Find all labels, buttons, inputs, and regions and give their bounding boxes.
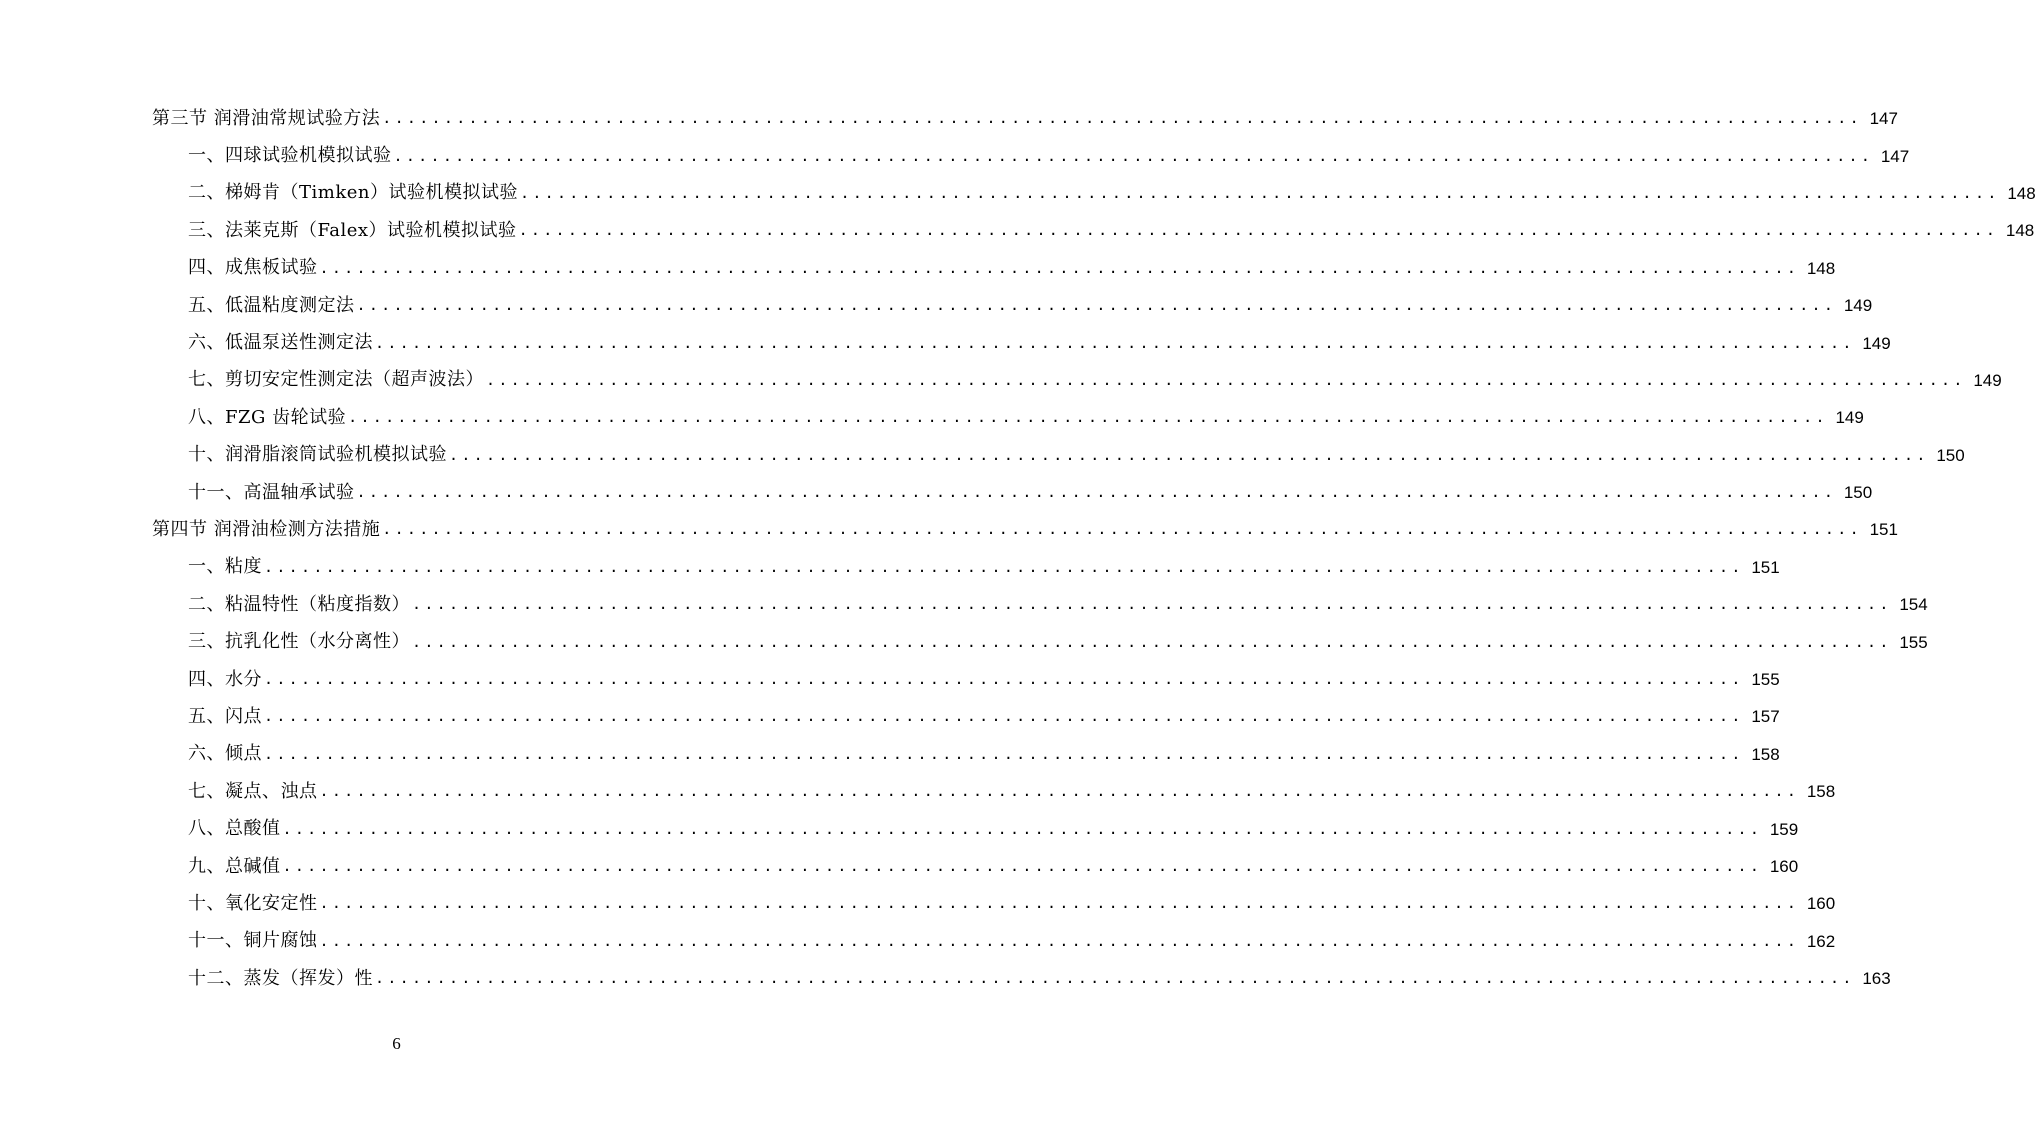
dot-leader: ........................................................................................................................ xyxy=(348,408,1828,427)
toc-entry-title: 三、抗乳化性（水分离性） xyxy=(188,631,410,653)
dot-leader: ........................................................................................................................ xyxy=(375,969,1855,988)
dot-leader: ........................................................................................................................ xyxy=(449,445,1929,464)
toc-entry-title: 九、总碱值 xyxy=(188,855,281,877)
toc-entry-page: 150 xyxy=(1843,483,1873,503)
toc-entry[interactable] xyxy=(152,287,1873,324)
toc-entry-title: 十二、蒸发（挥发）性 xyxy=(188,967,373,989)
toc-entry-page: 149 xyxy=(1862,333,1891,353)
dot-leader: ........................................................................................................................ xyxy=(264,557,1744,576)
toc-entry-title: 六、倾点 xyxy=(188,743,262,765)
toc-entry-title: 四、成焦板试验 xyxy=(188,257,318,279)
toc-entry-title: 七、剪切安定性测定法（超声波法） xyxy=(188,369,484,391)
dot-leader: ........................................................................................................................ xyxy=(382,520,1862,539)
toc-entry[interactable] xyxy=(152,137,1910,174)
toc-entry[interactable] xyxy=(152,923,1836,960)
toc-entry-title: 十一、铜片腐蚀 xyxy=(188,930,318,952)
dot-leader: ........................................................................................................................ xyxy=(264,744,1744,763)
dot-leader: ........................................................................................................................ xyxy=(356,483,1837,502)
dot-leader: ........................................................................................................................ xyxy=(319,931,1800,950)
toc-entry-page: 151 xyxy=(1869,520,1898,540)
dot-leader: ........................................................................................................................ xyxy=(486,370,1966,389)
toc-entry-page: 163 xyxy=(1862,969,1891,989)
toc-entry-title: 八、总酸值 xyxy=(188,818,281,840)
toc-entry-page: 149 xyxy=(1843,296,1873,316)
toc-entry[interactable] xyxy=(152,175,2036,212)
toc-entry[interactable] xyxy=(152,474,1873,511)
dot-leader: ........................................................................................................................ xyxy=(412,632,1892,651)
toc-entry-page: 147 xyxy=(1880,146,1910,166)
toc-entry-page: 148 xyxy=(1806,258,1836,278)
toc-entry-page: 158 xyxy=(1751,744,1780,764)
dot-leader: ........................................................................................................................ xyxy=(319,894,1800,913)
toc-entry[interactable] xyxy=(152,324,1891,361)
toc-entry-page: 151 xyxy=(1751,557,1780,577)
toc-entry[interactable] xyxy=(152,511,1898,548)
toc-entry-page: 150 xyxy=(1936,445,1965,465)
toc-entry-title: 一、粘度 xyxy=(188,556,262,578)
dot-leader: ........................................................................................................................ xyxy=(319,258,1800,277)
toc-entry-title: 十一、高温轴承试验 xyxy=(188,481,355,503)
toc-entry[interactable] xyxy=(152,362,2002,399)
toc-entry-title: 三、法莱克斯（Falex）试验机模拟试验 xyxy=(188,219,517,241)
toc-entry-title: 第三节 润滑油常规试验方法 xyxy=(152,107,381,129)
page-number: 6 xyxy=(392,1034,401,1053)
toc-entry-page: 157 xyxy=(1751,707,1780,727)
toc-entry-page: 148 xyxy=(2005,221,2035,241)
toc-entry[interactable] xyxy=(152,810,1799,847)
toc-entry-page: 155 xyxy=(1899,632,1928,652)
dot-leader: ........................................................................................................................ xyxy=(519,183,2000,202)
toc-entry-title: 二、梯姆肯（Timken）试验机模拟试验 xyxy=(188,182,518,204)
toc-entry-title: 四、水分 xyxy=(188,668,262,690)
toc-entry[interactable] xyxy=(152,773,1836,810)
toc-entry[interactable] xyxy=(152,100,1898,137)
toc-entry-page: 158 xyxy=(1806,782,1836,802)
dot-leader: ........................................................................................................................ xyxy=(282,819,1763,838)
table-of-contents xyxy=(152,100,2036,997)
toc-entry[interactable] xyxy=(152,250,1836,287)
toc-entry-page: 149 xyxy=(1973,370,2002,390)
dot-leader: ........................................................................................................................ xyxy=(412,595,1892,614)
dot-leader: ........................................................................................................................ xyxy=(264,707,1744,726)
toc-entry-title: 五、闪点 xyxy=(188,705,262,727)
toc-entry-page: 154 xyxy=(1899,595,1928,615)
dot-leader: ........................................................................................................................ xyxy=(518,221,1999,240)
toc-entry-page: 162 xyxy=(1806,931,1836,951)
dot-leader: ........................................................................................................................ xyxy=(264,670,1744,689)
toc-entry[interactable] xyxy=(152,885,1836,922)
toc-entry-title: 十、润滑脂滚筒试验机模拟试验 xyxy=(188,444,447,466)
dot-leader: ........................................................................................................................ xyxy=(356,296,1837,315)
toc-entry-page: 160 xyxy=(1806,894,1836,914)
toc-entry-page: 159 xyxy=(1769,819,1799,839)
toc-entry[interactable] xyxy=(152,661,1780,698)
toc-entry[interactable] xyxy=(152,698,1780,735)
toc-entry-page: 147 xyxy=(1869,109,1898,129)
dot-leader: ........................................................................................................................ xyxy=(393,146,1874,165)
toc-entry[interactable] xyxy=(152,586,1928,623)
toc-entry[interactable] xyxy=(152,623,1928,660)
toc-entry-page: 149 xyxy=(1835,408,1864,428)
dot-leader: ........................................................................................................................ xyxy=(282,857,1763,875)
toc-entry-page: 160 xyxy=(1769,857,1799,876)
toc-entry-page: 148 xyxy=(2007,183,2036,203)
dot-leader: ........................................................................................................................ xyxy=(375,333,1855,352)
toc-entry-title: 六、低温泵送性测定法 xyxy=(188,332,373,354)
toc-entry[interactable] xyxy=(152,212,2035,249)
toc-entry[interactable] xyxy=(152,437,1965,474)
toc-entry-title: 二、粘温特性（粘度指数） xyxy=(188,593,410,615)
toc-entry[interactable] xyxy=(152,960,1891,997)
toc-entry-page: 155 xyxy=(1751,670,1780,690)
toc-entry[interactable] xyxy=(152,549,1780,586)
toc-entry-title: 五、低温粘度测定法 xyxy=(188,294,355,316)
toc-entry-title: 七、凝点、浊点 xyxy=(188,780,318,802)
toc-entry[interactable] xyxy=(152,399,1864,436)
toc-entry-title: 十、氧化安定性 xyxy=(188,892,318,914)
toc-entry-title: 第四节 润滑油检测方法措施 xyxy=(152,518,381,540)
toc-entry[interactable] xyxy=(152,848,1799,885)
dot-leader: ........................................................................................................................ xyxy=(319,782,1800,801)
dot-leader: ........................................................................................................................ xyxy=(382,109,1862,128)
toc-entry-title: 八、FZG 齿轮试验 xyxy=(188,406,347,428)
toc-entry-title: 一、四球试验机模拟试验 xyxy=(188,145,392,167)
toc-entry[interactable] xyxy=(152,736,1780,773)
